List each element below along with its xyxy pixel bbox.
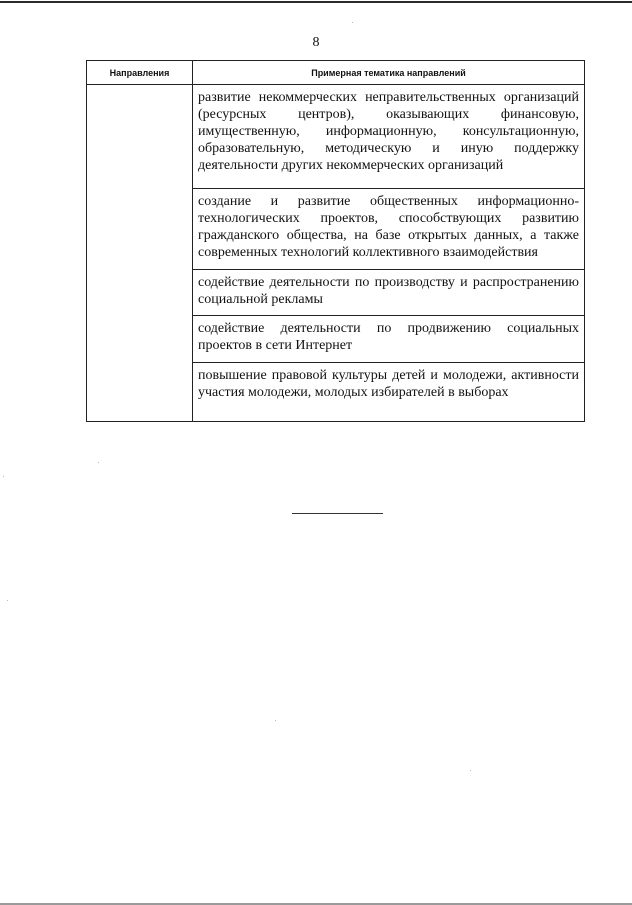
scan-speck: [352, 22, 353, 23]
scan-top-edge: [0, 1, 632, 3]
topic-item: создание и развитие общественных информационно-технологических проектов, способствующих развитию гражданского общества, на базе открытых данных, а также современных технологий коллективного взаимодействия: [193, 189, 584, 270]
scan-speck: [98, 462, 99, 463]
table-header-row: [87, 61, 585, 85]
topic-item: содействие деятельности по продвижению социальных проектов в сети Интернет: [193, 316, 584, 363]
scan-speck: [3, 476, 4, 477]
closing-rule: [292, 513, 383, 514]
topic-item: содействие деятельности по производству и распространению социальной рекламы: [193, 270, 584, 316]
topic-item: развитие некоммерческих неправительственных организаций (ресурсных центров), оказывающих финансовую, имущественную, информационную, консультационную, образовательную, методическую и иную поддержку деятельности других некоммерческих организаций: [193, 85, 584, 189]
header-directions: Направления: [87, 61, 193, 85]
header-topics: Примерная тематика направлений: [193, 61, 585, 85]
scan-speck: [470, 770, 471, 771]
topic-item: повышение правовой культуры детей и молодежи, активности участия молодежи, молодых избирателей в выборах: [198, 368, 579, 400]
page-number: 8: [312, 35, 320, 50]
topics-cell: [193, 85, 585, 422]
scan-speck: [275, 720, 276, 721]
scan-speck: [7, 600, 8, 601]
direction-cell: [87, 85, 193, 422]
directions-table: [86, 60, 585, 422]
table-row: [87, 85, 585, 422]
